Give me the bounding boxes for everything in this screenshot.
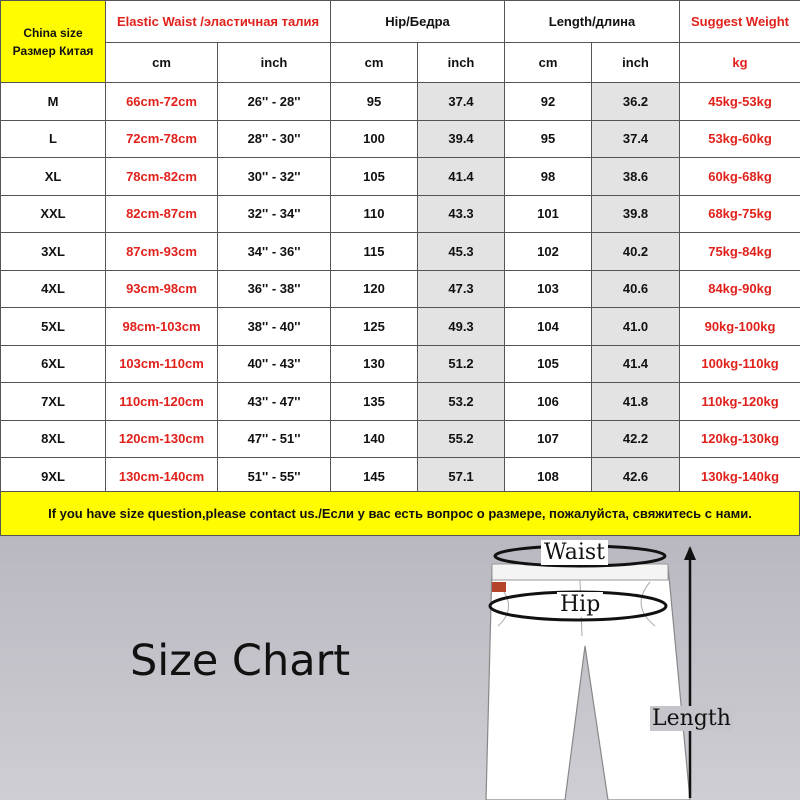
table-row — [1, 120, 800, 158]
length-arrow-top — [684, 546, 696, 560]
hip-cm-cell: 105 — [331, 158, 418, 196]
length-inch-cell: 42.6 — [592, 458, 680, 496]
china-size-label: China size — [23, 25, 83, 40]
length-header: Length/длина — [505, 1, 680, 43]
length-cm-cell: 102 — [505, 233, 592, 271]
waist-cm-cell: 82cm-87cm — [106, 195, 218, 233]
table-row — [1, 308, 800, 346]
table-row — [1, 383, 800, 421]
hip-header: Hip/Бедра — [331, 1, 505, 43]
hip-inch-cell: 57.1 — [418, 458, 505, 496]
size-cell: 5XL — [1, 308, 106, 346]
pants-illustration — [0, 536, 800, 800]
hip-cm-unit: cm — [331, 43, 418, 83]
waist-inch-cell: 26'' - 28'' — [218, 83, 331, 121]
waist-inch-cell: 30'' - 32'' — [218, 158, 331, 196]
length-cm-cell: 92 — [505, 83, 592, 121]
hip-inch-cell: 43.3 — [418, 195, 505, 233]
length-inch-unit: inch — [592, 43, 680, 83]
waist-inch-cell: 28'' - 30'' — [218, 120, 331, 158]
hip-inch-cell: 47.3 — [418, 270, 505, 308]
waist-header: Elastic Waist /эластичная талия — [106, 1, 331, 43]
size-cell: 3XL — [1, 233, 106, 271]
waist-cm-cell: 87cm-93cm — [106, 233, 218, 271]
waist-label: Waist — [541, 540, 608, 565]
hip-cm-cell: 115 — [331, 233, 418, 271]
hip-cm-cell: 100 — [331, 120, 418, 158]
waist-cm-cell: 93cm-98cm — [106, 270, 218, 308]
waist-cm-cell: 103cm-110cm — [106, 345, 218, 383]
table-row — [1, 233, 800, 271]
contact-notice: If you have size question,please contact us./Если у вас есть вопрос о размере, пожалуйста, свяжитесь с нами. — [0, 491, 800, 536]
size-cell: L — [1, 120, 106, 158]
size-cell: M — [1, 83, 106, 121]
length-cm-cell: 105 — [505, 345, 592, 383]
size-cell: XL — [1, 158, 106, 196]
hip-cm-cell: 135 — [331, 383, 418, 421]
hip-inch-cell: 41.4 — [418, 158, 505, 196]
waist-cm-cell: 98cm-103cm — [106, 308, 218, 346]
weight-kg-unit: kg — [680, 43, 800, 83]
table-row — [1, 158, 800, 196]
waist-inch-cell: 47'' - 51'' — [218, 420, 331, 458]
hip-label: Hip — [557, 592, 603, 617]
length-cm-cell: 108 — [505, 458, 592, 496]
size-cell: 9XL — [1, 458, 106, 496]
hip-inch-cell: 53.2 — [418, 383, 505, 421]
pocket-tag — [492, 582, 506, 592]
length-inch-cell: 38.6 — [592, 158, 680, 196]
hip-cm-cell: 95 — [331, 83, 418, 121]
size-cell: XXL — [1, 195, 106, 233]
size-cell: 8XL — [1, 420, 106, 458]
table-row — [1, 420, 800, 458]
waist-cm-cell: 110cm-120cm — [106, 383, 218, 421]
length-cm-cell: 103 — [505, 270, 592, 308]
table-row — [1, 83, 800, 121]
length-inch-cell: 39.8 — [592, 195, 680, 233]
waist-inch-cell: 40'' - 43'' — [218, 345, 331, 383]
waist-inch-cell: 32'' - 34'' — [218, 195, 331, 233]
length-cm-cell: 107 — [505, 420, 592, 458]
hip-inch-cell: 45.3 — [418, 233, 505, 271]
table-row — [1, 270, 800, 308]
waist-inch-cell: 51'' - 55'' — [218, 458, 331, 496]
length-cm-unit: cm — [505, 43, 592, 83]
header-row — [1, 1, 800, 43]
length-cm-cell: 106 — [505, 383, 592, 421]
table-row — [1, 345, 800, 383]
length-label: Length — [652, 706, 731, 731]
waist-cm-cell: 66cm-72cm — [106, 83, 218, 121]
weight-cell: 45kg-53kg — [680, 83, 800, 121]
waist-cm-cell: 78cm-82cm — [106, 158, 218, 196]
waist-cm-unit: cm — [106, 43, 218, 83]
weight-cell: 68kg-75kg — [680, 195, 800, 233]
length-inch-cell: 40.6 — [592, 270, 680, 308]
weight-cell: 120kg-130kg — [680, 420, 800, 458]
length-cm-cell: 101 — [505, 195, 592, 233]
waist-inch-cell: 38'' - 40'' — [218, 308, 331, 346]
weight-cell: 84kg-90kg — [680, 270, 800, 308]
length-inch-cell: 41.4 — [592, 345, 680, 383]
weight-cell: 75kg-84kg — [680, 233, 800, 271]
weight-cell: 60kg-68kg — [680, 158, 800, 196]
weight-cell: 90kg-100kg — [680, 308, 800, 346]
length-cm-cell: 95 — [505, 120, 592, 158]
length-inch-cell: 41.0 — [592, 308, 680, 346]
china-size-header — [1, 1, 106, 83]
length-inch-cell: 40.2 — [592, 233, 680, 271]
weight-cell: 130kg-140kg — [680, 458, 800, 496]
waist-inch-cell: 43'' - 47'' — [218, 383, 331, 421]
waist-cm-cell: 72cm-78cm — [106, 120, 218, 158]
size-chart-title: Size Chart — [130, 636, 351, 686]
waist-inch-unit: inch — [218, 43, 331, 83]
waist-inch-cell: 34'' - 36'' — [218, 233, 331, 271]
weight-cell: 53kg-60kg — [680, 120, 800, 158]
size-diagram — [0, 536, 800, 800]
hip-inch-cell: 49.3 — [418, 308, 505, 346]
length-inch-cell: 42.2 — [592, 420, 680, 458]
waist-cm-cell: 120cm-130cm — [106, 420, 218, 458]
hip-inch-unit: inch — [418, 43, 505, 83]
length-cm-cell: 104 — [505, 308, 592, 346]
length-inch-cell: 36.2 — [592, 83, 680, 121]
unit-row — [1, 43, 800, 83]
length-inch-cell: 37.4 — [592, 120, 680, 158]
hip-inch-cell: 51.2 — [418, 345, 505, 383]
size-cell: 4XL — [1, 270, 106, 308]
hip-cm-cell: 125 — [331, 308, 418, 346]
waist-cm-cell: 130cm-140cm — [106, 458, 218, 496]
hip-inch-cell: 37.4 — [418, 83, 505, 121]
waist-inch-cell: 36'' - 38'' — [218, 270, 331, 308]
size-cell: 6XL — [1, 345, 106, 383]
length-cm-cell: 98 — [505, 158, 592, 196]
length-inch-cell: 41.8 — [592, 383, 680, 421]
china-size-label-ru: Размер Китая — [12, 43, 94, 58]
weight-cell: 110kg-120kg — [680, 383, 800, 421]
hip-inch-cell: 55.2 — [418, 420, 505, 458]
hip-cm-cell: 140 — [331, 420, 418, 458]
hip-cm-cell: 130 — [331, 345, 418, 383]
weight-cell: 100kg-110kg — [680, 345, 800, 383]
hip-inch-cell: 39.4 — [418, 120, 505, 158]
size-cell: 7XL — [1, 383, 106, 421]
weight-header: Suggest Weight — [680, 1, 800, 43]
hip-cm-cell: 120 — [331, 270, 418, 308]
hip-cm-cell: 145 — [331, 458, 418, 496]
table-row — [1, 458, 800, 496]
hip-cm-cell: 110 — [331, 195, 418, 233]
table-row — [1, 195, 800, 233]
